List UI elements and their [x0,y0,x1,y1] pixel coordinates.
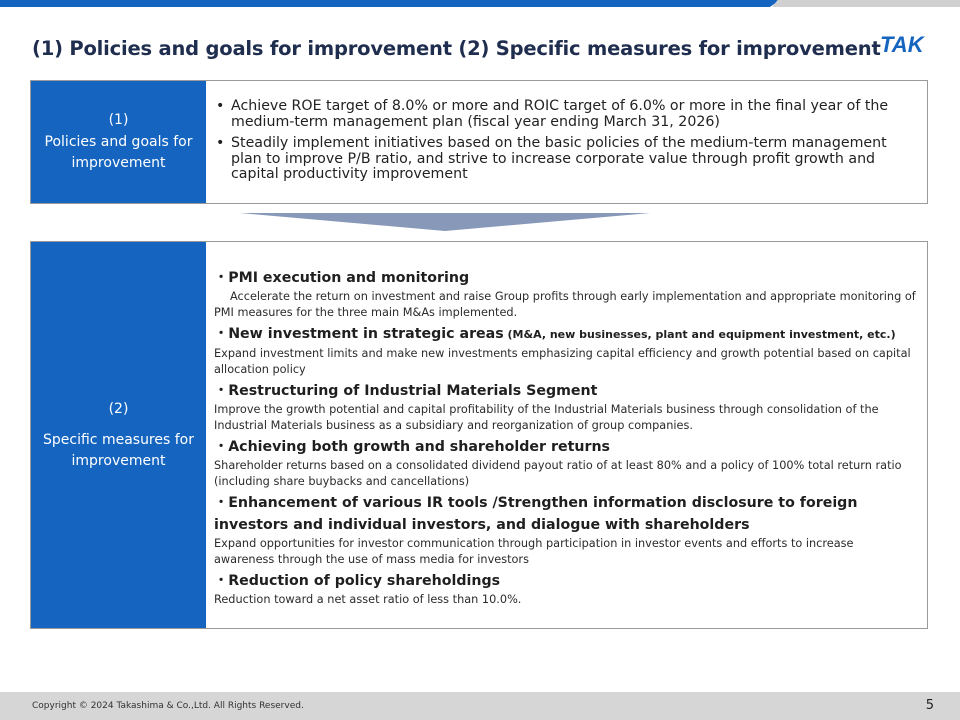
page-title: (1) Policies and goals for improvement (2) Specific measures for improvement [32,37,881,60]
bullet-icon: • [216,135,225,151]
measure-description: Shareholder returns based on a consolidated dividend payout ratio of at least 80% and a policy of 100% total return ratio (including share buybacks and cancellations) [214,459,902,488]
section-title: Policies and goals for improvement [44,134,193,171]
svg-text:TAK: TAK [880,32,924,56]
company-logo [878,32,932,56]
measure-item [214,570,917,608]
measure-description: Reduction toward a net asset ratio of less than 10.0%. [214,593,522,606]
measure-heading: ・Enhancement of various IR tools /Strengthen information disclosure to foreign investors and individual investors, and dialogue with shareholders [214,495,858,533]
section-number: (1) [108,112,129,128]
down-arrow-icon [240,213,650,231]
top-accent-bar [0,0,780,7]
measure-heading: ・New investment in strategic areas (M&A, new businesses, plant and equipment investment, etc.) [214,326,896,342]
list-item: • Achieve ROE target of 8.0% or more and ROIC target of 6.0% or more in the final year of the medium-term management plan (fiscal year ending March 31, 2026) [216,98,889,130]
copyright-text: Copyright © 2024 Takashima & Co.,Ltd. All Rights Reserved. [32,701,304,711]
measure-heading: ・Restructuring of Industrial Materials Segment [214,383,598,399]
measure-item [214,323,917,378]
measure-item [214,436,917,490]
measure-description: Expand opportunities for investor communication through participation in investor events and efforts to increase awareness through the use of mass media for investors [214,537,854,566]
measure-description: Expand investment limits and make new investments emphasizing capital efficiency and growth potential based on capital allocation policy [214,347,911,376]
footer [0,692,960,720]
measure-item [214,492,917,568]
bullet-icon: • [216,98,225,114]
specific-measures-content [206,242,927,628]
section-title: Specific measures for improvement [43,431,194,469]
measure-item [214,380,917,434]
policies-goals-label [31,81,206,203]
top-accent-bar-gray [772,0,960,7]
measure-item [214,267,917,321]
policies-goals-content [206,81,927,203]
measure-heading: ・Reduction of policy shareholdings [214,573,501,589]
measure-description: Improve the growth potential and capital profitability of the Industrial Materials business through consolidation of the Industrial Materials business as a subsidiary and reorganization of group companies. [214,403,879,432]
list-item: • Steadily implement initiatives based on the basic policies of the medium-term management plan to improve P/B ratio, and strive to increase corporate value through profit growth and capital productivity improvement [216,135,887,182]
specific-measures-label [31,242,206,628]
page-number: 5 [925,698,934,713]
section-number: (2) [108,400,129,417]
policies-goals-panel [30,80,928,204]
measure-description: Accelerate the return on investment and raise Group profits through early implementation and appropriate monitoring of PMI measures for the three main M&As implemented. [214,290,916,319]
specific-measures-panel [30,241,928,629]
measure-heading: ・PMI execution and monitoring [214,270,470,286]
measure-heading: ・Achieving both growth and shareholder returns [214,439,610,455]
